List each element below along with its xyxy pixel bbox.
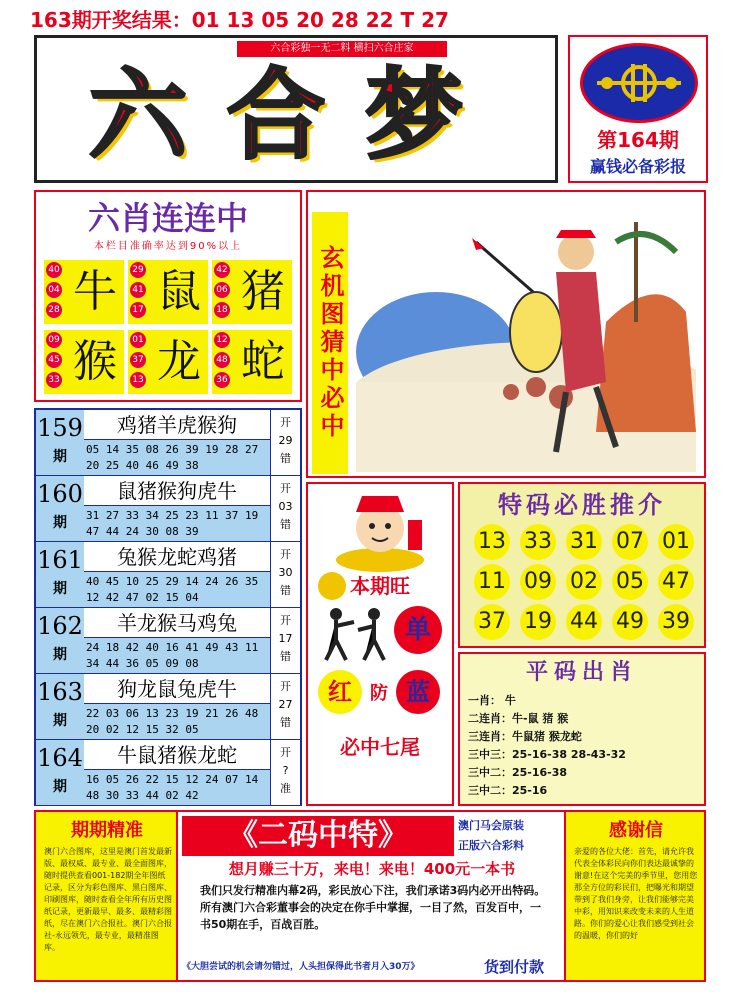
special-number: 11	[474, 564, 510, 600]
ad-footer: 《大胆尝试的机会请勿错过，人头担保得此书者月入30万》	[182, 962, 420, 972]
history-result-status: 错	[280, 518, 291, 531]
history-issue: 161	[37, 546, 83, 574]
masthead-title: 六合梦	[88, 59, 503, 173]
history-zodiac: 鸡猪羊虎猴狗	[84, 410, 270, 440]
masthead-tagline: 六合彩独一无二料 横扫六合庄家	[237, 41, 447, 57]
zodiac-cell	[212, 330, 292, 394]
history-result-label: 开	[280, 548, 291, 561]
special-number: 01	[658, 524, 694, 560]
history-numbers: 47 44 24 30 08 39	[86, 525, 199, 538]
number-ball: 18	[214, 302, 230, 318]
history-numbers: 40 45 10 25 29 14 24 26 35	[86, 575, 259, 588]
ad-body: 我们只发行精准内幕2码，彩民放心下注，我们承诺3码内必开出特码。所有澳门六合彩董事会的决定在你手中掌握，一目了然，百发百中，一书50期在手，百战百胜。	[200, 884, 546, 931]
number-ball: 42	[214, 262, 230, 278]
history-unit: 期	[53, 779, 67, 795]
history-issue: 159	[37, 414, 83, 442]
thanks-text: 亲爱的各位大佬：首先，请允许我代表全体彩民向你们表达最诚挚的谢意!在这个完美的季节里，您用您那全方位的彩民们，把曝光和期望带到了我们身旁，让我们能够完美中彩，用知识来改变未来的人生道路。你们的爱心让我们感受到社会的温暖，你们的好	[574, 847, 698, 940]
history-unit: 期	[53, 581, 67, 597]
history-numbers: 24 18 42 40 16 41 49 43 11	[86, 641, 259, 654]
special-number: 39	[658, 604, 694, 640]
special-number: 07	[612, 524, 648, 560]
flat-line: 三中三：25-16-38 28-43-32	[468, 748, 626, 761]
ad-banner-side: 正版六合彩料	[458, 839, 524, 852]
history-result-label: 开	[280, 746, 291, 759]
zodiac-cell	[44, 330, 124, 394]
ad-cod: 货到付款	[484, 958, 545, 976]
history-zodiac: 羊龙猴马鸡兔	[84, 608, 270, 638]
number-ball: 36	[214, 372, 230, 388]
tail-tip: 必中七尾	[340, 735, 420, 759]
zodiac-char: 猪	[241, 266, 285, 317]
history-result-label: 开	[280, 680, 291, 693]
history-result-label: 开	[280, 614, 291, 627]
number-ball: 48	[214, 352, 230, 368]
special-number: 44	[566, 604, 602, 640]
history-result-number: 27	[278, 698, 293, 711]
history-numbers: 16 05 26 22 15 12 24 07 14	[86, 773, 259, 786]
wealth-god-icon	[328, 490, 432, 574]
history-issue: 160	[37, 480, 83, 508]
number-ball: 12	[214, 332, 230, 348]
ad-center	[178, 812, 564, 980]
history-numbers: 20 02 12 15 32 05	[86, 723, 199, 736]
history-issue: 164	[37, 744, 83, 772]
zodiac-char: 猴	[73, 336, 117, 387]
draw-result-bar: 163期开奖结果：01 13 05 20 28 22 T 27	[30, 8, 449, 32]
thanks-title: 感谢信	[609, 820, 663, 841]
ad-banner: 《二码中特》	[182, 816, 454, 856]
history-numbers: 48 30 33 44 02 42	[86, 789, 199, 802]
history-result-number: ?	[282, 764, 289, 777]
zodiac-char: 龙	[157, 336, 201, 387]
number-ball: 06	[214, 282, 230, 298]
history-numbers: 20 25 40 46 49 38	[86, 459, 199, 472]
number-ball: 45	[46, 352, 62, 368]
issue-subtitle: 赢钱必备彩报	[589, 157, 686, 176]
history-result-number: 03	[278, 500, 293, 513]
history-issue: 162	[37, 612, 83, 640]
history-row	[36, 674, 300, 740]
special-number: 19	[520, 604, 556, 640]
flat-line: 二连肖：牛-鼠 猪 猴	[468, 712, 569, 725]
history-unit: 期	[53, 449, 67, 465]
zodiac-char: 牛	[73, 266, 117, 317]
zodiac-cell	[128, 260, 208, 324]
history-result-label: 开	[280, 482, 291, 495]
history-unit: 期	[53, 713, 67, 729]
precise-title: 期期精准	[71, 820, 143, 841]
history-row	[36, 608, 300, 674]
zodiac-cell	[212, 260, 292, 324]
history-result-status: 错	[280, 716, 291, 729]
special-title: 特码必胜推介	[498, 491, 666, 519]
zodiac-char: 蛇	[241, 336, 285, 387]
guard-label: 防	[370, 683, 388, 704]
history-unit: 期	[53, 515, 67, 531]
history-numbers: 22 03 06 13 23 19 21 26 48	[86, 707, 259, 720]
single-badge: 单	[394, 606, 442, 654]
history-numbers: 05 14 35 08 26 39 19 28 27	[86, 443, 259, 456]
history-numbers: 34 44 36 05 09 08	[86, 657, 199, 670]
number-ball: 41	[130, 282, 146, 298]
fighters-icon	[320, 606, 390, 662]
zodiac-panel-title: 六肖连连中	[87, 199, 248, 237]
thanks-column	[564, 812, 704, 980]
special-number: 02	[566, 564, 602, 600]
history-result-status: 错	[280, 584, 291, 597]
red-badge: 红	[318, 670, 362, 714]
special-number: 33	[520, 524, 556, 560]
history-zodiac: 兔猴龙蛇鸡猪	[84, 542, 270, 572]
flat-title: 平码出肖	[525, 660, 638, 685]
masthead	[34, 35, 558, 183]
special-number: 05	[612, 564, 648, 600]
history-result-status: 错	[280, 452, 291, 465]
zodiac-cell	[44, 260, 124, 324]
special-number: 37	[474, 604, 510, 640]
number-ball: 40	[46, 262, 62, 278]
special-number: 09	[520, 564, 556, 600]
special-number: 49	[612, 604, 648, 640]
history-unit: 期	[53, 647, 67, 663]
zodiac-cell	[128, 330, 208, 394]
history-numbers: 12 42 47 02 15 04	[86, 591, 199, 604]
special-number: 31	[566, 524, 602, 560]
riddle-text: 玄机图猜中必中	[316, 245, 344, 441]
fortune-panel	[306, 482, 454, 806]
precise-column	[36, 812, 178, 980]
riddle-strip	[312, 212, 348, 474]
zodiac-panel-subtitle: 本栏目准确率达到90%以上	[93, 241, 243, 252]
history-result-status: 错	[280, 650, 291, 663]
precise-text: 澳门六合图库，这里是澳门首发最新版、最权威、最专业、最全面图库，随时提供查看001-182期全年图纸记录，区分为彩色图库、黑白图库、印刷图库，随时查看全年所有历史图纸记录，更新最早、最多、最精彩图纸，尽在澳门六合报社。澳门六合报社-永远领先，最专业，最精准图库。	[44, 847, 172, 952]
history-result-status: 准	[280, 782, 291, 795]
history-table	[34, 408, 302, 806]
flat-line: 一肖： 牛	[468, 694, 516, 707]
history-zodiac: 狗龙鼠兔虎牛	[84, 674, 270, 704]
flat-line: 三中二：25-16-38	[468, 766, 568, 779]
brand-logo-icon	[580, 43, 698, 123]
flat-code-panel	[458, 652, 706, 806]
number-ball: 28	[46, 302, 62, 318]
number-ball: 33	[46, 372, 62, 388]
fortune-label: 本期旺	[350, 574, 410, 598]
history-result-number: 29	[278, 434, 293, 447]
warrior-illustration	[356, 202, 696, 472]
history-row	[36, 410, 300, 476]
issue-number: 第164期	[597, 128, 679, 152]
flat-line: 三连肖：牛鼠猪 猴龙蛇	[468, 730, 582, 743]
number-ball: 13	[130, 372, 146, 388]
number-ball: 37	[130, 352, 146, 368]
history-zodiac: 牛鼠猪猴龙蛇	[84, 740, 270, 770]
history-issue: 163	[37, 678, 83, 706]
number-ball: 17	[130, 302, 146, 318]
flat-line: 三中二：25-16	[468, 784, 548, 797]
number-ball: 29	[130, 262, 146, 278]
history-result-number: 17	[278, 632, 293, 645]
history-numbers: 31 27 33 34 25 23 11 37 19	[86, 509, 259, 522]
special-number-panel	[458, 482, 706, 648]
history-result-number: 30	[278, 566, 293, 579]
special-number: 47	[658, 564, 694, 600]
number-ball: 01	[130, 332, 146, 348]
special-number: 13	[474, 524, 510, 560]
issue-box	[568, 35, 708, 183]
history-row	[36, 476, 300, 542]
number-ball: 09	[46, 332, 62, 348]
six-zodiac-panel	[34, 190, 302, 402]
coin-icon	[318, 572, 346, 600]
number-ball: 04	[46, 282, 62, 298]
history-row	[36, 740, 300, 806]
history-result-label: 开	[280, 416, 291, 429]
history-row	[36, 542, 300, 608]
blue-badge: 蓝	[396, 670, 440, 714]
history-zodiac: 鼠猪猴狗虎牛	[84, 476, 270, 506]
ad-promo: 想月赚三十万，来电！来电！400元一本书	[228, 860, 516, 878]
ad-banner-side: 澳门马会原装	[458, 819, 524, 832]
riddle-picture-panel	[306, 190, 706, 478]
bottom-ad	[34, 810, 706, 982]
zodiac-char: 鼠	[157, 266, 201, 317]
